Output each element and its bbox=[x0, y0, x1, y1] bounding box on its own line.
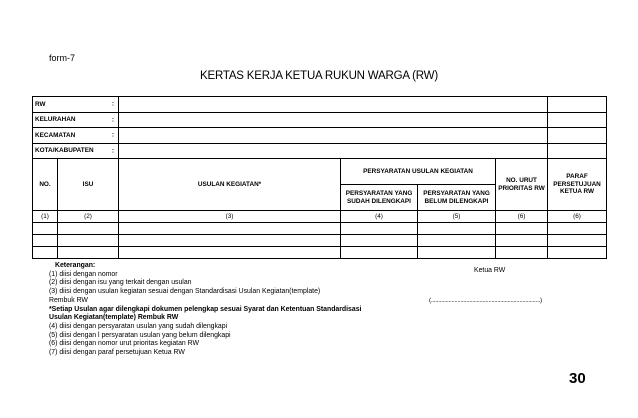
kota-extra-cell[interactable] bbox=[548, 143, 607, 159]
kelurahan-label-cell bbox=[33, 112, 119, 128]
col-persyaratan-header: PERSYARATAN USULAN KEGIATAN bbox=[341, 159, 496, 185]
kota-label-cell bbox=[33, 143, 119, 159]
table-row bbox=[33, 223, 607, 235]
cell-belum[interactable] bbox=[418, 247, 496, 259]
kecamatan-label: KECAMATAN bbox=[35, 131, 76, 139]
col-no-header: NO. bbox=[33, 159, 58, 211]
note-line-4: (4) diisi dengan persyaratan usulan yang sudah dilengkapi bbox=[49, 322, 228, 330]
page-title: KERTAS KERJA KETUA RUKUN WARGA (RW) bbox=[200, 70, 438, 82]
cell-usulan[interactable] bbox=[119, 223, 341, 235]
cell-paraf[interactable] bbox=[548, 247, 607, 259]
header-row-kecamatan bbox=[33, 128, 607, 144]
kota-value-field[interactable] bbox=[119, 143, 548, 159]
note-line-6: (6) diisi dengan nomor urut prioritas kegiatan RW bbox=[49, 340, 200, 348]
kota-label: KOTA/KABUPATEN bbox=[35, 147, 94, 155]
cell-sudah[interactable] bbox=[341, 247, 418, 259]
note-bold-line-1: *Setiap Usulan agar dilengkapi dokumen pelengkap sesuai Syarat dan Ketentuan Standardisasi bbox=[49, 305, 362, 313]
col-usulan-header: USULAN KEGIATAN* bbox=[119, 159, 341, 211]
rw-value-field[interactable] bbox=[119, 97, 548, 113]
rw-label-cell bbox=[33, 97, 119, 113]
page-number: 30 bbox=[569, 370, 586, 387]
col-sudah-header: PERSYARATAN YANG SUDAH DILENGKAPI bbox=[341, 185, 418, 211]
cell-no[interactable] bbox=[33, 223, 58, 235]
kecamatan-label-cell bbox=[33, 128, 119, 144]
header-row-kelurahan bbox=[33, 112, 607, 128]
kota-colon: : bbox=[111, 147, 115, 155]
note-line-2: (2) diisi dengan isu yang terkait dengan usulan bbox=[49, 279, 192, 287]
cell-paraf[interactable] bbox=[548, 235, 607, 247]
kecamatan-colon: : bbox=[111, 131, 115, 139]
signature-line[interactable]: (..........................................................................) bbox=[429, 297, 542, 304]
note-line-7: (7) diisi dengan paraf persetujuan Ketua RW bbox=[49, 349, 185, 357]
column-number-row bbox=[33, 211, 607, 223]
kecamatan-value-field[interactable] bbox=[119, 128, 548, 144]
cell-belum[interactable] bbox=[418, 223, 496, 235]
header-row-kota bbox=[33, 143, 607, 159]
column-header-row bbox=[33, 159, 607, 185]
notes-heading: Keterangan: bbox=[55, 262, 96, 269]
col-belum-header: PERSYARATAN YANG BELUM DILENGKAPI bbox=[418, 185, 496, 211]
cell-sudah[interactable] bbox=[341, 235, 418, 247]
kecamatan-extra-cell[interactable] bbox=[548, 128, 607, 144]
table-row bbox=[33, 235, 607, 247]
cell-belum[interactable] bbox=[418, 235, 496, 247]
col-prioritas-header: NO. URUT PRIORITAS RW bbox=[496, 159, 548, 211]
note-line-1: (1) diisi dengan nomor bbox=[49, 270, 118, 278]
cell-usulan[interactable] bbox=[119, 247, 341, 259]
note-bold-line-2: Usulan Kegiatan(template) Rembuk RW bbox=[49, 314, 179, 322]
kelurahan-value-field[interactable] bbox=[119, 112, 548, 128]
cell-sudah[interactable] bbox=[341, 223, 418, 235]
col-number-3: (3) bbox=[119, 211, 341, 223]
cell-paraf[interactable] bbox=[548, 223, 607, 235]
cell-isu[interactable] bbox=[58, 235, 119, 247]
form-code: form-7 bbox=[49, 53, 76, 63]
kelurahan-label: KELURAHAN bbox=[35, 116, 76, 124]
kelurahan-extra-cell[interactable] bbox=[548, 112, 607, 128]
note-line-3: (3) diisi dengan usulan kegiatan sesuai dengan Standardisasi Usulan Kegiatan(template) bbox=[49, 288, 321, 296]
notes-section bbox=[49, 262, 361, 358]
note-line-3-cont: Rembuk RW bbox=[49, 296, 88, 304]
rw-colon: : bbox=[111, 100, 115, 108]
col-number-1: (1) bbox=[33, 211, 58, 223]
note-line-5: (5) diisi dengan l persyaratan usulan yang belum dilengkapi bbox=[49, 331, 231, 339]
col-paraf-header: PARAF PERSETUJUAN KETUA RW bbox=[548, 159, 607, 211]
rw-extra-cell[interactable] bbox=[548, 97, 607, 113]
col-isu-header: ISU bbox=[58, 159, 119, 211]
col-number-5: (5) bbox=[418, 211, 496, 223]
cell-no[interactable] bbox=[33, 235, 58, 247]
cell-prioritas[interactable] bbox=[496, 223, 548, 235]
col-number-6: (6) bbox=[496, 211, 548, 223]
col-number-2: (2) bbox=[58, 211, 119, 223]
kelurahan-colon: : bbox=[111, 116, 115, 124]
cell-isu[interactable] bbox=[58, 247, 119, 259]
worksheet-table bbox=[32, 96, 607, 259]
cell-prioritas[interactable] bbox=[496, 247, 548, 259]
cell-isu[interactable] bbox=[58, 223, 119, 235]
table-row bbox=[33, 247, 607, 259]
col-number-7: (6) bbox=[548, 211, 607, 223]
rw-label: RW bbox=[35, 100, 46, 108]
cell-no[interactable] bbox=[33, 247, 58, 259]
header-row-rw bbox=[33, 97, 607, 113]
cell-prioritas[interactable] bbox=[496, 235, 548, 247]
signature-title: Ketua RW bbox=[474, 267, 506, 274]
col-number-4: (4) bbox=[341, 211, 418, 223]
cell-usulan[interactable] bbox=[119, 235, 341, 247]
